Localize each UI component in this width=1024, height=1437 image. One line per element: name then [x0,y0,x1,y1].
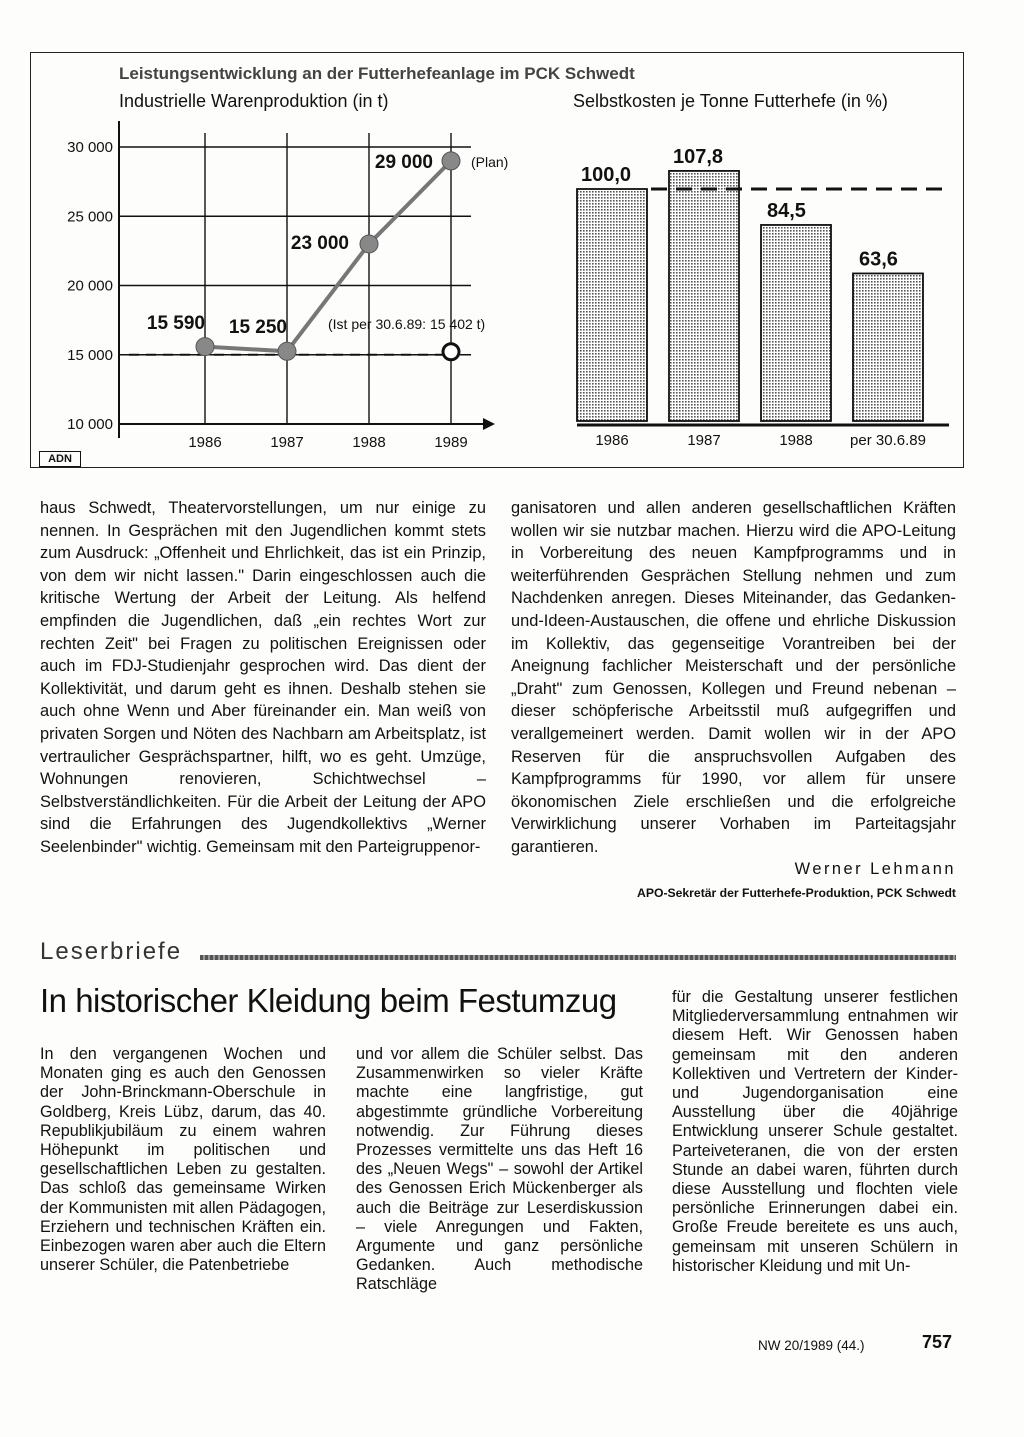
y-tick-label: 10 000 [67,416,113,433]
y-tick-label: 15 000 [67,346,113,364]
author-name: Werner Lehmann [794,860,956,878]
category-label: 1987 [687,432,721,449]
x-tick-label: 1986 [188,434,222,451]
data-point [360,235,378,253]
bar [669,171,739,421]
charts-svg [31,53,965,469]
article-text-right: ganisatoren und allen anderen gesellschaftlichen Kräften wollen wir sie nutzbar machen. Hierzu wird die APO-Leitung in Vorbereitung des neuen Kampfprogramms und in weiterführenden Gesprächen Stellung nehmen und zum Nachdenken anregen. Dieses Miteinander, das Gedanken-und-Ideen-Austauschen, die offene und ehrliche Diskussion im Kollektiv, das gegenseitige Vorantreiben bei der Aneignung fachlicher Meisterschaft und der persönliche „Draht" zum Genossen, Kollegen und Freund nebenan – dieser schöpferische Arbeitsstil muß aufgegriffen und verallgemeinert werden. Damit wollen wir in der APO Reserven für die anspruchsvollen Aufgaben des Kampfprogramms für 1990, vor allem für unsere ökonomischen Ziele erschließen und die erfolgreiche Verwirklichung unserer Vorhaben im Parteitagsjahr garantieren. [511,499,956,856]
bar [761,225,831,421]
bar-value-label: 107,8 [673,145,724,168]
bar-value-label: 84,5 [767,199,806,222]
letter-text-2: und vor allem die Schüler selbst. Das Zusammenwirken so vieler Kräfte machte eine langfristige, gut abgestimmte gründliche Vorbereitung notwendig. Zur Führung dieses Prozesses vermittelte uns das Heft 16 des „Neuen Wegs" – sowohl der Artikel des Genossen Erich Mückenberger als auch die Beiträge zur Leserdiskussion – viele Anregungen und Fakten, Argumente und ganz persönliche Gedanken. Auch methodische Ratschläge [356,1045,643,1294]
data-label: 29 000 [374,152,433,173]
data-point [196,338,214,356]
data-label: 15 590 [146,313,205,334]
data-label: 23 000 [290,233,349,254]
letter-column-3 [672,988,958,1276]
left-chart [129,152,468,451]
plan-label: (Plan) [471,154,509,170]
article-column-left [40,497,486,859]
right-chart-subtitle: Selbstkosten je Tonne Futterhefe (in %) [573,91,888,111]
section-rule [200,955,956,960]
letter-headline: In historischer Kleidung beim Festumzug [40,982,617,1019]
article-text-left: haus Schwedt, Theatervorstellungen, um nur einige zu nennen. In Gesprächen mit den Jugendlichen kommt stets zum Ausdruck: „Offenheit und Ehrlichkeit, das ist ein Prinzip, von dem wir nicht lassen." Darin eingeschlossen auch die kritische Wertung der Arbeit der Leitung. Als helfend empfinden die Jugendlichen, daß „ein rechtes Wort zur rechten Zeit" bei Fragen zu politischen Ereignissen oder auch im FDJ-Studienjahr gesprochen wird. Das dient der Kollektivität, und darum geht es ihnen. Deshalb stehen sie auch ohne Wenn und Aber füreinander ein. Man weiß von privaten Sorgen und Nöten des Nachbarn am Arbeitsplatz, ist vertraulicher Gesprächspartner, hilft, wo es geht. Umzüge, Wohnungen renovieren, Schichtwechsel – Selbstverständlichkeiten. Für die Arbeit der Leitung der APO sind die Erfahrungen des Jugendkollektivs „Werner Seelenbinder" wichtig. Gemeinsam mit den Parteigruppenor- [40,499,486,856]
article-column-right [511,497,956,859]
left-chart-subtitle: Industrielle Warenproduktion (in t) [119,91,389,111]
letter-text-3: für die Gestaltung unserer festlichen Mitgliederversammlung entnahmen wir diesem Heft. Wir Genossen haben gemeinsam mit den anderen Kollektiven und Vertretern der Kinder- und Jugendorganisation eine Ausstellung über die 40jährige Entwicklung unserer Schule gestaltet. Parteiveteranen, die von der ersten Stunde an dabei waren, führten durch diese Ausstellung und flochten viele persönliche Erinnerungen dabei ein. Große Freude bereitete es uns auch, gemeinsam mit unseren Schülern in historischer Kleidung und mit Un- [672,988,958,1275]
data-point [442,152,460,170]
right-chart [577,146,949,449]
data-point [278,342,296,360]
y-tick-label: 30 000 [67,139,113,156]
figure-title: Leistungsentwicklung an der Futterhefeanlage im PCK Schwedt [119,64,635,83]
y-tick-label: 20 000 [67,277,113,295]
category-label: per 30.6.89 [850,432,926,449]
bar-value-label: 100,0 [581,164,632,186]
category-label: 1988 [779,432,813,449]
bar-value-label: 63,6 [859,248,898,271]
page-number: 757 [922,1332,953,1352]
x-tick-label: 1987 [270,434,304,451]
section-heading: Leserbriefe [40,938,183,965]
letter-column-1 [40,1045,326,1275]
ist-annotation: (Ist per 30.6.89: 15 402 t) [328,316,486,332]
x-tick-label: 1988 [352,434,386,451]
source-logo: ADN [39,451,81,467]
category-label: 1986 [595,432,629,449]
data-label: 15 250 [228,317,287,338]
letter-column-2 [356,1045,643,1295]
x-tick-label: 1989 [434,434,468,451]
x-axis-arrow [483,418,495,430]
issue-reference: NW 20/1989 (44.) [758,1338,865,1353]
ist-marker [443,344,459,360]
author-role: APO-Sekretär der Futterhefe-Produktion, PCK Schwedt [637,886,956,900]
chart-figure [30,52,964,468]
bar [577,189,647,421]
letter-text-1: In den vergangenen Wochen und Monaten ging es auch den Genossen der John-Brinckmann-Oberschule in Goldberg, Kreis Lübz, darum, das 40. Republikjubiläum zu einem wahren Höhepunkt im politischen und gesellschaftlichen Leben zu gestalten. Das schloß das gemeinsame Wirken der Kommunisten mit allen Pädagogen, Erziehern und technischen Kräften ein. Einbezogen waren aber auch die Eltern unserer Schüler, die Patenbetriebe [40,1045,326,1275]
y-tick-label: 25 000 [67,208,113,226]
bar [853,273,923,421]
